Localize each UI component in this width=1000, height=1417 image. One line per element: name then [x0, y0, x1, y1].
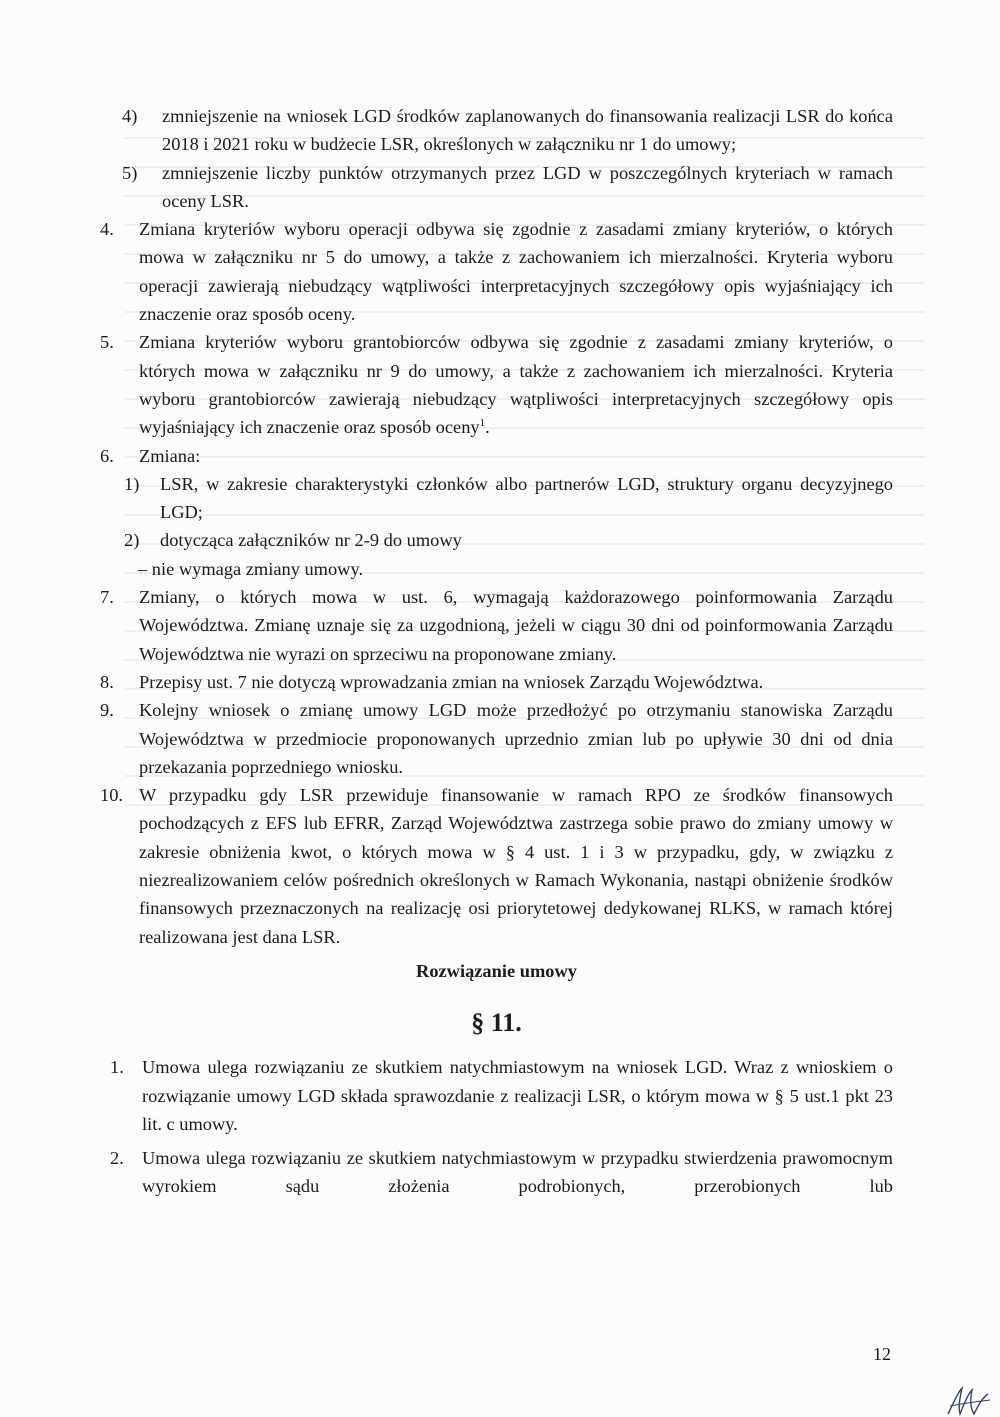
list-tail-text: – nie wymaga zmiany umowy. — [138, 558, 364, 579]
list-item: 2) dotycząca załączników nr 2-9 do umowy — [124, 530, 462, 551]
paragraph-item: 9. Kolejny wniosek o zmianę umowy LGD może przedłożyć po otrzymaniu stanowiska Zarządu Województwa w przedmiocie proponowanych uprzednio zmian lub po upływie 30 dni od dnia przekazania poprzedniego wniosku. — [100, 700, 893, 777]
paragraph-item: 6. Zmiana: — [100, 445, 201, 466]
paragraph-item: 5. Zmiana kryteriów wyboru grantobiorców odbywa się zgodnie z zasadami zmiany kryteriów, o których mowa w załączniku nr 9 do umowy, a także z zachowaniem ich mierzalności. Kryteria wyboru grantobiorców zawierają niebudzący wątpliwości interpretacyjnych szczegółowy opis wyjaśniający ich znaczenie oraz sposób oceny$^1$. — [100, 332, 893, 438]
signature-initials — [944, 1384, 994, 1417]
paragraph-item: 2. Umowa ulega rozwiązaniu ze skutkiem natychmiastowym w przypadku stwierdzenia prawomocnym wyrokiem sądu złożenia podrobionych, przerobionych lub — [110, 1148, 893, 1197]
list-item: 1) LSR, w zakresie charakterystyki członków albo partnerów LGD, struktury organu decyzyjnego LGD; — [124, 473, 893, 523]
section-number: § 11. — [471, 1008, 522, 1038]
paragraph-item: 1. Umowa ulega rozwiązaniu ze skutkiem natychmiastowym na wniosek LGD. Wraz z wnioskiem o rozwiązanie umowy LGD składa sprawozdanie z realizacji LSR, o którym mowa w § 5 ust.1 pkt 23 lit. c umowy. — [110, 1057, 893, 1134]
page-number: 12 — [873, 1344, 891, 1364]
document-body — [100, 102, 893, 1201]
paragraph-item: 8. Przepisy ust. 7 nie dotyczą wprowadzania zmian na wniosek Zarządu Województwa. — [100, 671, 764, 692]
section-heading: Rozwiązanie umowy — [416, 960, 577, 981]
list-item: 5) zmniejszenie liczby punktów otrzymanych przez LGD w poszczególnych kryteriach w ramach oceny LSR. — [122, 162, 893, 211]
list-item: 4) zmniejszenie na wniosek LGD środków zaplanowanych do finansowania realizacji LSR do końca 2018 i 2021 roku w budżecie LSR, określonych w załączniku nr 1 do umowy; — [122, 106, 893, 155]
paragraph-item: 10. W przypadku gdy LSR przewiduje finansowanie w ramach RPO ze środków finansowych pochodzących z EFS lub EFRR, Zarząd Województwa zastrzega sobie prawo do zmiany umowy w zakresie obniżenia kwot, o których mowa w § 4 ust. 1 i 3 w przypadku, gdy, w związku z niezrealizowaniem celów pośrednich określonych w Ramach Wykonania, nastąpi obniżenie środków finansowych przeznaczonych na realizację osi priorytetowej dedykowanej RLKS, w ramach której realizowana jest dana LSR. — [100, 785, 893, 947]
paragraph-item: 7. Zmiany, o których mowa w ust. 6, wymagają każdorazowego poinformowania Zarządu Województwa. Zmianę uznaje się za uzgodnioną, jeżeli w ciągu 30 dni od poinformowania Zarządu Województwa nie wyrazi on sprzeciwu na proponowane zmiany. — [100, 587, 893, 664]
footnote-marker: 1 — [479, 417, 486, 430]
paragraph-item: 4. Zmiana kryteriów wyboru operacji odbywa się zgodnie z zasadami zmiany kryteriów, o których mowa w załączniku nr 5 do umowy, a także z zachowaniem ich mierzalności. Kryteria wyboru operacji zawierają niebudzący wątpliwości interpretacyjnych szczegółowy opis wyjaśniający ich znaczenie oraz sposób oceny. — [100, 219, 893, 325]
